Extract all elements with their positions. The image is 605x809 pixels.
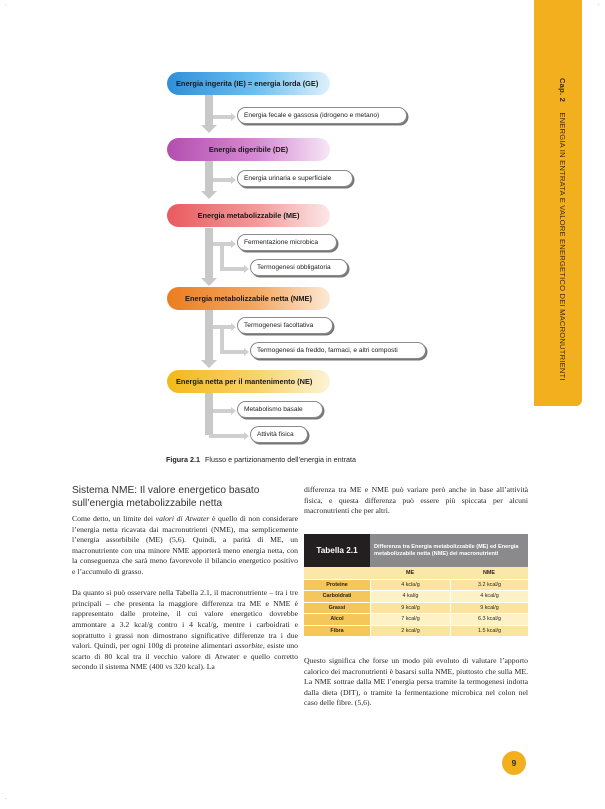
column-header-nme: NME [483, 569, 495, 576]
loss-cold-drugs-thermogenesis [250, 342, 426, 359]
crop-mark: · [5, 2, 7, 8]
arrow-right-icon [231, 240, 236, 248]
loss-label: Termogenesi obbligatoria [257, 264, 331, 271]
branch-line [220, 350, 244, 354]
text-emphasis: assorbite [234, 641, 263, 651]
arrow-right-icon [231, 407, 236, 415]
cell-me: 4 kal/g [370, 590, 450, 602]
text-emphasis: valori di Atwater [155, 514, 210, 523]
stage-de [167, 138, 330, 161]
stage-ie [167, 72, 330, 95]
stage-label: Energia digeribile (DE) [208, 145, 289, 154]
cell-me: 2 kcal/g [370, 625, 450, 637]
stage-label: Energia metabolizzabile (ME) [197, 211, 300, 220]
stage-ne [167, 370, 330, 393]
table-2-1 [304, 534, 528, 636]
stage-label: Energia metabolizzabile netta (NME) [185, 294, 312, 303]
cell-me: 4 kcla/g [370, 579, 450, 591]
cell-me: 7 kcal/g [370, 613, 450, 625]
arrow-right-icon [231, 323, 236, 331]
use-basal-metabolism [237, 401, 323, 418]
table-row [304, 613, 528, 625]
loss-obligatory-thermogenesis [250, 259, 348, 276]
table-row [304, 590, 528, 602]
arrow-right-icon [231, 176, 236, 184]
paragraph: differenza tra ME e NME può variare però anche in base all’attività fisica, e questa differenza può essere più spiccata per alcuni macronutrienti che per altri. [304, 485, 528, 516]
cell-nme: 1.5 kcal/g [450, 625, 528, 637]
loss-label: Termogenesi da freddo, farmaci, e altri composti [257, 347, 398, 354]
row-label: Alcol [304, 613, 370, 625]
figure-caption-text: Flusso e partizionamento dell’energia in entrata [204, 455, 356, 464]
table-title: Tabella 2.1 [304, 534, 370, 567]
branch-line [213, 178, 231, 182]
loss-label: Energia urinaria e superficiale [244, 175, 332, 182]
loss-fermentation [237, 234, 337, 251]
branch-line [213, 409, 231, 413]
arrow-down-icon [201, 125, 217, 133]
arrow-down-icon [201, 191, 217, 199]
section-heading: Sistema NME: Il valore energetico basato sull’energia metabolizzabile netta [72, 485, 260, 509]
connector [205, 95, 213, 125]
chapter-number: Cap. 2 [558, 78, 567, 102]
row-label: Fibra [304, 625, 370, 637]
table-column-headers [304, 567, 528, 579]
cell-nme: 9 kcal/g [450, 602, 528, 614]
cell-nme: 6.3 kcal/g [450, 613, 528, 625]
stage-me [167, 204, 330, 227]
connector [205, 228, 213, 278]
branch-line [213, 115, 231, 119]
crop-mark: · [5, 796, 7, 802]
loss-label: Metabolismo basale [244, 406, 303, 413]
column-header-me: ME [405, 569, 415, 576]
table-header [304, 534, 528, 567]
cell-nme: 3.2 kcal/g [450, 579, 528, 591]
stage-nme [167, 287, 330, 310]
loss-label: Attività fisica [257, 431, 294, 438]
cell-me: 9 kcal/g [370, 602, 450, 614]
text-run: è quello di non considerare l’energia netta ricavata dai macronutrienti (NME), ma semplicemente l’energia assorbibile (ME) (5,6). Quindi, a parità di ME, un macronutriente con una minore NME apporterà meno energia netta, con la conseguenza che sarà meno favorevole il bilancio energetico positivo e l’accumulo di grasso. [72, 514, 298, 576]
paragraph [72, 588, 298, 673]
left-column [72, 514, 298, 684]
figure-label: Figura 2.1 [166, 455, 200, 464]
stage-label: Energia netta per il mantenimento (NE) [176, 377, 313, 386]
table-row [304, 602, 528, 614]
cell-nme: 4 kcal/g [450, 590, 528, 602]
arrow-right-icon [244, 432, 249, 440]
row-label: Carboidrati [304, 590, 370, 602]
loss-urinary [237, 170, 353, 187]
connector [220, 244, 224, 269]
table-description: Differenza tra Energia metabolizzabile (ME) ed Energia metabolizzabile netta (NME) dei macronutrienti [370, 534, 528, 567]
loss-label: Termogenesi facoltativa [244, 322, 314, 329]
text-run: , esiste uno scarto di 80 kcal tra il vecchio valore di Atwater e quello corretto secondo il sistema NME (400 vs 320 kcal). La [72, 641, 298, 672]
arrow-down-icon [201, 278, 217, 286]
text-run: Come detto, un limite dei [72, 514, 156, 523]
row-label: Proteine [304, 579, 370, 591]
page-number: 9 [502, 751, 526, 775]
chapter-title: ENERGIA IN ENTRATA E VALORE ENERGETICO DEI MACRONUTRIENTI [558, 112, 567, 381]
figure-caption [166, 455, 356, 464]
connector [220, 327, 224, 352]
connector [205, 393, 213, 435]
crop-mark: · [598, 2, 600, 8]
table-row [304, 579, 528, 591]
branch-line [209, 434, 244, 438]
loss-label: Energia fecale e gassosa (idrogeno e metano) [244, 112, 380, 119]
branch-line [220, 267, 244, 271]
use-physical-activity [250, 426, 308, 443]
arrow-right-icon [244, 348, 249, 356]
arrow-right-icon [244, 265, 249, 273]
text-run: Da quanto si può osservare nella Tabella 2.1, il macronutriente – tra i tre principali – che presenta la maggiore differenza tra ME e NME è rappresentato dalle proteine, il cui valore energetico dovrebbe ammontare a 3.2 kcal/g contro i 4 kcal/g, mentre i carboidrati e soprattutto i grassi non dimostrano significative differenze tra i due valori. Quindi, per ogni 100g di proteine alimentari [72, 588, 298, 651]
connector [205, 310, 213, 360]
loss-fecal-gas [237, 107, 407, 124]
table-row [304, 625, 528, 637]
loss-label: Fermentazione microbica [244, 239, 319, 246]
connector [205, 161, 213, 191]
arrow-right-icon [231, 113, 236, 121]
paragraph: Questo significa che forse un modo più evoluto di valutare l’apporto calorico dei macronutrienti è basarsi sulla NME, piuttosto che sulla ME. La NME sottrae dalla ME l’energia persa tramite la termogenesi indotta dalla dieta (DIT), o tramite la fermentazione microbica nel colon nel caso delle fibre. (5,6). [304, 656, 528, 708]
paragraph [72, 514, 298, 578]
row-label: Grassi [304, 602, 370, 614]
loss-facultative-thermogenesis [237, 317, 333, 334]
arrow-down-icon [201, 360, 217, 368]
stage-label: Energia ingerita (IE) = energia lorda (GE) [176, 79, 319, 88]
